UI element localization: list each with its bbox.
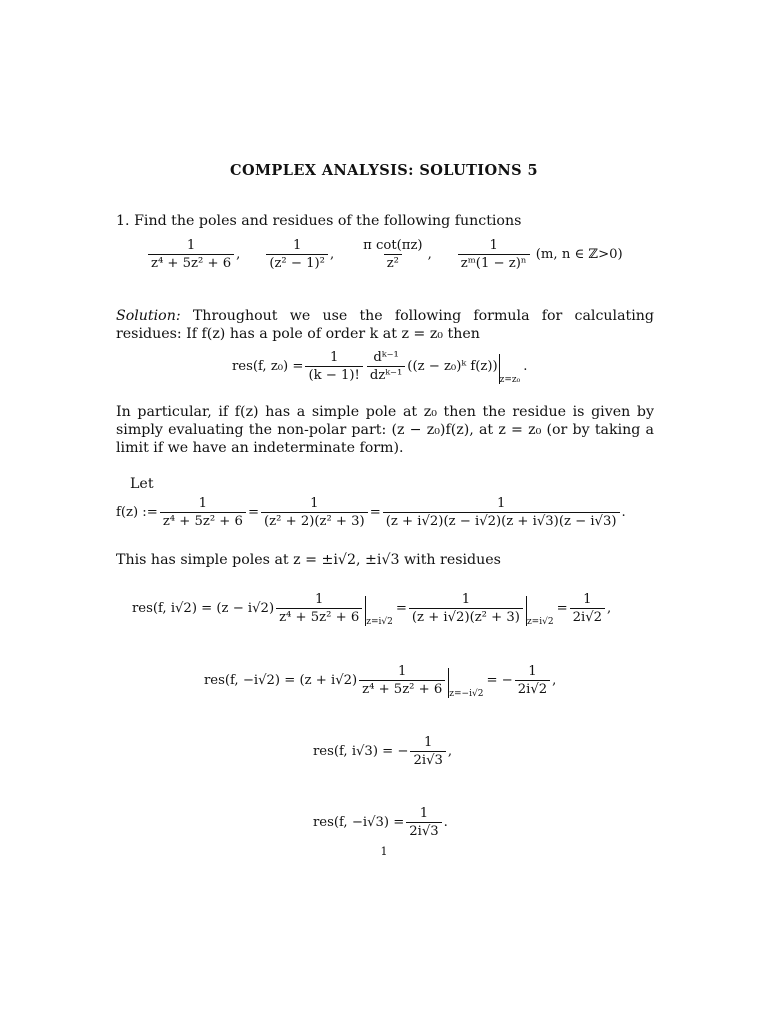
res3-num: 1 <box>423 735 433 750</box>
res2-f1-num: 1 <box>398 664 407 679</box>
fdef-lhs: f(z) := <box>116 505 158 520</box>
formula-end: . <box>523 359 528 374</box>
formula-frac1-num: 1 <box>329 350 339 365</box>
res1-lhs: res(f, i√2) = (z − i√2) <box>132 601 275 616</box>
let-text: Let <box>130 476 154 492</box>
res2-f1-den: z⁴ + 5z² + 6 <box>359 680 445 697</box>
function-3-numerator: π cot(πz) <box>363 238 423 253</box>
res4-den: 2i√3 <box>406 822 441 839</box>
fdef-f1-den: z⁴ + 5z² + 6 <box>160 512 246 529</box>
residue-4 <box>313 806 448 839</box>
res2-lhs: res(f, −i√2) = (z + i√2) <box>204 673 358 688</box>
function-condition: (m, n ∈ ℤ>0) <box>535 247 623 262</box>
function-definition <box>116 496 626 529</box>
fdef-f2-den: (z² + 2)(z² + 3) <box>261 512 368 529</box>
res3-end: , <box>447 744 453 759</box>
res2-f2-den: 2i√2 <box>515 680 550 697</box>
res2-end: , <box>552 673 557 688</box>
residue-2 <box>204 664 556 697</box>
page-title: COMPLEX ANALYSIS: SOLUTIONS 5 <box>230 162 538 179</box>
function-2 <box>264 238 334 271</box>
problem-text: Find the poles and residues of the following functions <box>134 213 522 229</box>
res4-num: 1 <box>419 806 429 821</box>
solution-intro-text: Throughout we use the following formula for calculating residues: If f(z) has a pole of order k at z = z₀ then <box>116 308 654 342</box>
formula-frac2-num: dᵏ⁻¹ <box>373 350 399 365</box>
residue-formula <box>232 350 527 383</box>
function-1-denominator: z⁴ + 5z² + 6 <box>148 254 234 271</box>
fdef-f2-num: 1 <box>310 496 319 511</box>
res1-f2-den: (z + i√2)(z² + 3) <box>409 608 523 625</box>
function-1 <box>146 238 240 271</box>
function-2-denominator: (z² − 1)² <box>266 254 328 271</box>
res3-den: 2i√3 <box>410 751 445 768</box>
fdef-eq-1: = <box>247 505 259 520</box>
function-3 <box>358 238 432 271</box>
formula-lhs: res(f, z₀) = <box>232 359 304 374</box>
res2-eval1: z=−i√2 <box>449 688 484 699</box>
formula-frac1-den: (k − 1)! <box>305 366 362 383</box>
fdef-eq-2: = <box>369 505 381 520</box>
solution-label: Solution: <box>116 308 181 324</box>
formula-body: ((z − z₀)ᵏ f(z)) <box>407 359 498 374</box>
function-3-sep: , <box>427 247 432 262</box>
fdef-end: . <box>621 505 626 520</box>
function-list <box>146 238 666 271</box>
residue-3 <box>313 735 452 768</box>
res3-lhs: res(f, i√3) = − <box>313 744 409 759</box>
fdef-f1-num: 1 <box>198 496 208 511</box>
res1-f3-den: 2i√2 <box>570 608 605 625</box>
fdef-f3-den: (z + i√2)(z − i√2)(z + i√3)(z − i√3) <box>383 512 620 529</box>
formula-eval: z=z₀ <box>499 374 521 385</box>
res1-eval1: z=i√2 <box>366 616 393 627</box>
function-2-sep: , <box>329 247 335 262</box>
poles-text: This has simple poles at z = ±i√2, ±i√3 with residues <box>116 552 501 568</box>
res2-f2-num: 1 <box>528 664 537 679</box>
function-4 <box>456 238 623 271</box>
res4-lhs: res(f, −i√3) = <box>313 815 405 830</box>
res2-rhs: = − <box>486 673 513 688</box>
residue-1: res(f, i√2) = (z − i√2) $\frac{1}{\text{z⁴ + 5z² + 6}}$ z=i√2 = $\frac{1}{\text{(z + i√2)(z² + 3)}}$ z=i√2 = $\frac{1}{2i√2}$ , <box>132 592 612 627</box>
function-4-denominator: zᵐ(1 − z)ⁿ <box>458 254 530 271</box>
function-1-sep: , <box>236 247 241 262</box>
res1-f2-num: 1 <box>461 592 471 607</box>
res4-end: . <box>443 815 448 830</box>
res1-f1-den: z⁴ + 5z² + 6 <box>276 608 362 625</box>
res1-f1-num: 1 <box>314 592 324 607</box>
function-3-denominator: z² <box>384 254 402 271</box>
particular-text: In particular, if f(z) has a simple pole at z₀ then the residue is given by simply evaluating the non-polar part: (z − z₀)f(z), at z = z₀ (or by taking a limit if we have an indeterminate form). <box>116 404 654 456</box>
solution-intro <box>116 307 654 343</box>
res1-eval2: z=i√2 <box>526 616 554 627</box>
formula-frac2-den: dzᵏ⁻¹ <box>367 366 405 383</box>
problem-number: 1. <box>116 213 130 229</box>
function-4-numerator: 1 <box>489 238 498 253</box>
res1-end: , <box>607 601 612 616</box>
fdef-f3-num: 1 <box>496 496 506 511</box>
res1-f3-num: 1 <box>583 592 592 607</box>
page-number: 1 <box>380 845 388 858</box>
problem-statement <box>116 212 656 230</box>
function-1-numerator: 1 <box>186 238 196 253</box>
function-2-numerator: 1 <box>292 238 302 253</box>
